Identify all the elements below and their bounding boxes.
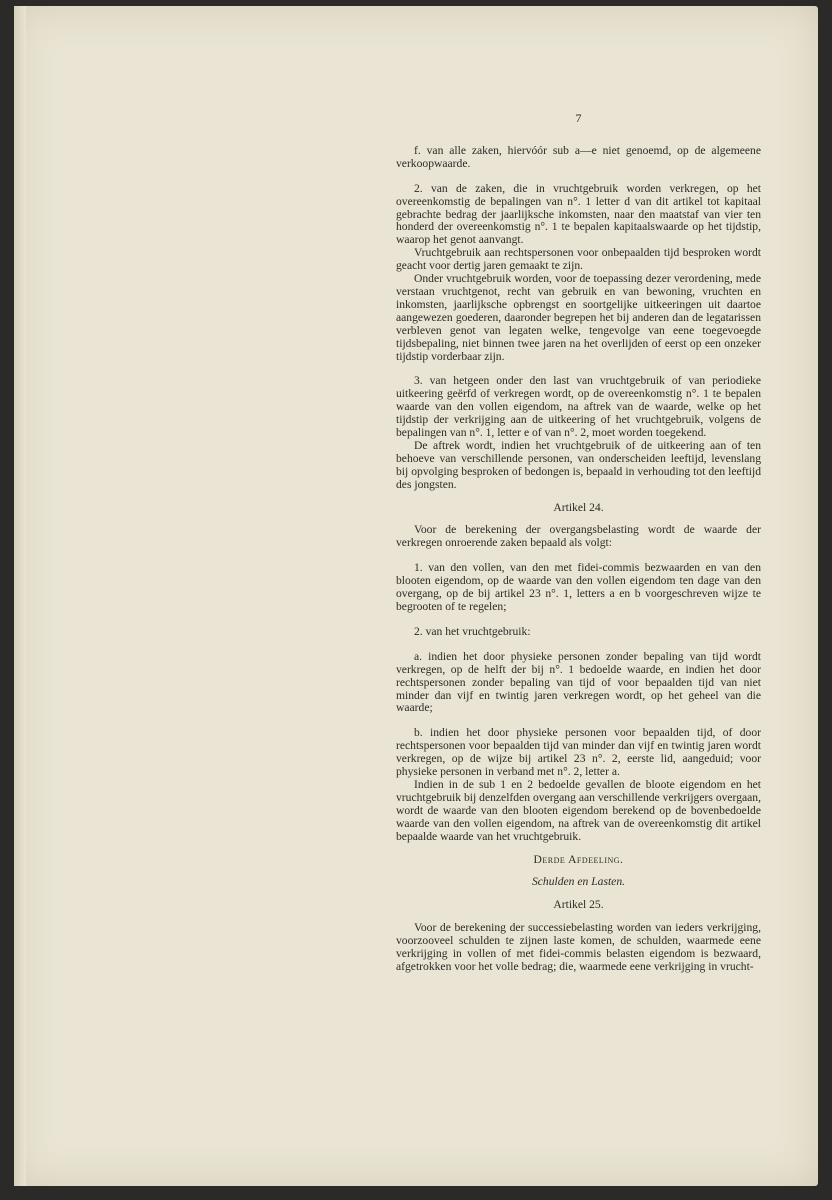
article-25-heading: Artikel 25. [553, 898, 604, 912]
paragraph-f: f. van alle zaken, hiervóór sub a—e niet genoemd, op de algemeene verkoopwaarde. [396, 143, 761, 170]
text-column [396, 112, 761, 974]
paragraph-berekening-24: Voor de berekening der overgangsbelasting wordt de waarde der verkregen onroerende zaken bepaald als volgt: [396, 523, 761, 550]
paragraph-24-2b: b. indien het door physieke personen voor bepaalden tijd, of door rechtspersonen voor bepaalden tijd van minder dan vijf en twintig jaren wordt verkregen, op de wijze bij artikel 23 n°. 2, eerste lid, aangeduid; voor physieke personen in verband met n°. 2, letter a. [396, 726, 761, 779]
paragraph-3: 3. van hetgeen onder den last van vruchtgebruik of van periodieke uitkeering geërfd of verkregen wordt, op de overeenkomstig n°. 1 te bepalen waarde van den vollen eigendom, na aftrek van de waarde, welke op het tijdstip der verkrijging aan de uitkeering of het vruchtgebruik, volgens de bepalingen van n°. 1, letter e of van n°. 2, moet worden toegekend. [396, 374, 761, 440]
article-24-heading: Artikel 24. [553, 500, 604, 514]
paragraph-2: 2. van de zaken, die in vruchtgebruik worden verkregen, op het overeenkomstig de bepalingen van n°. 1 letter d van dit artikel tot kapitaal gebrachte bedrag der jaarlijksche inkomsten, naar den maatstaf van vier ten honderd der overeenkomstig n°. 1 te bepalen kapitaalswaarde op het tijdstip, waarop het genot aanvangt. [396, 181, 761, 247]
page-number: 7 [575, 111, 582, 125]
paragraph-25-1: Voor de berekening der successiebelasting worden van ieders verkrijging, voorzooveel schulden te zijnen laste komen, de schulden, waarmede eene verkrijging in vollen of met fidei-commis belasten eigendom is bezwaard, afgetrokken voor het volle bedrag; die, waarmede eene verkrijging in vrucht- [396, 921, 761, 973]
paragraph-24-1: 1. van den vollen, van den met fidei-commis bezwaarden en van den blooten eigendom, op de waarde van den vollen eigendom ten dage van den overgang, op de bij artikel 23 n°. 1, letters a en b voorgeschreven wijze te begrooten of te regelen; [396, 561, 761, 613]
paragraph-24-2a: a. indien het door physieke personen zonder bepaling van tijd wordt verkregen, op de helft der bij n°. 1 bedoelde waarde, en indien het door rechtspersonen zonder bepaling van tijd of voor bepaalden tijd van niet minder dan vijf en twintig jaren verkregen wordt, op het geheel van die waarde; [396, 649, 761, 715]
section-subheading: Schulden en Lasten. [531, 875, 626, 889]
paragraph-rechtspersonen: Vruchtgebruik aan rechtspersonen voor onbepaalden tijd besproken wordt geacht voor dertig jaren gemaakt te zijn. [396, 246, 761, 273]
paragraph-24-2: 2. van het vruchtgebruik: [414, 624, 531, 638]
paragraph-aftrek: De aftrek wordt, indien het vruchtgebruik of de uitkeering aan of ten behoeve van verschillende personen, van onderscheiden leeftijd, levenslang bij opvolging besproken of bedongen is, bepaald in verhouding tot den leeftijd des jongsten. [396, 438, 761, 491]
paragraph-onder-vruchtgebruik: Onder vruchtgebruik worden, voor de toepassing dezer verordening, mede verstaan vruchtgenot, recht van gebruik en van bewoning, vruchten en inkomsten, jaarlijksche opbrengst en soortgelijke uitkeeringen uit daartoe aangewezen goederen, daaronder begrepen het bij anderen dan de legatarissen verbleven genot van legaten welke, tengevolge van eene toegevoegde tijdsbepaling, niet binnen twee jaren na het overlijden of eerst op een onzeker tijdstip vorderbaar zijn. [396, 272, 761, 363]
binding-edge [14, 6, 26, 1186]
paragraph-24-bloote-eigendom: Indien in de sub 1 en 2 bedoelde gevallen de bloote eigendom en het vruchtgebruik bij denzelfden overgang aan verschillende verkrijgers overgaan, wordt de waarde van den blooten eigendom berekend op de bovenbedoelde waarde van den vollen eigendom, na aftrek van de overeenkomstig dit artikel bepaalde waarde van het vruchtgebruik. [396, 777, 761, 843]
section-heading: Derde Afdeeling. [533, 852, 624, 866]
